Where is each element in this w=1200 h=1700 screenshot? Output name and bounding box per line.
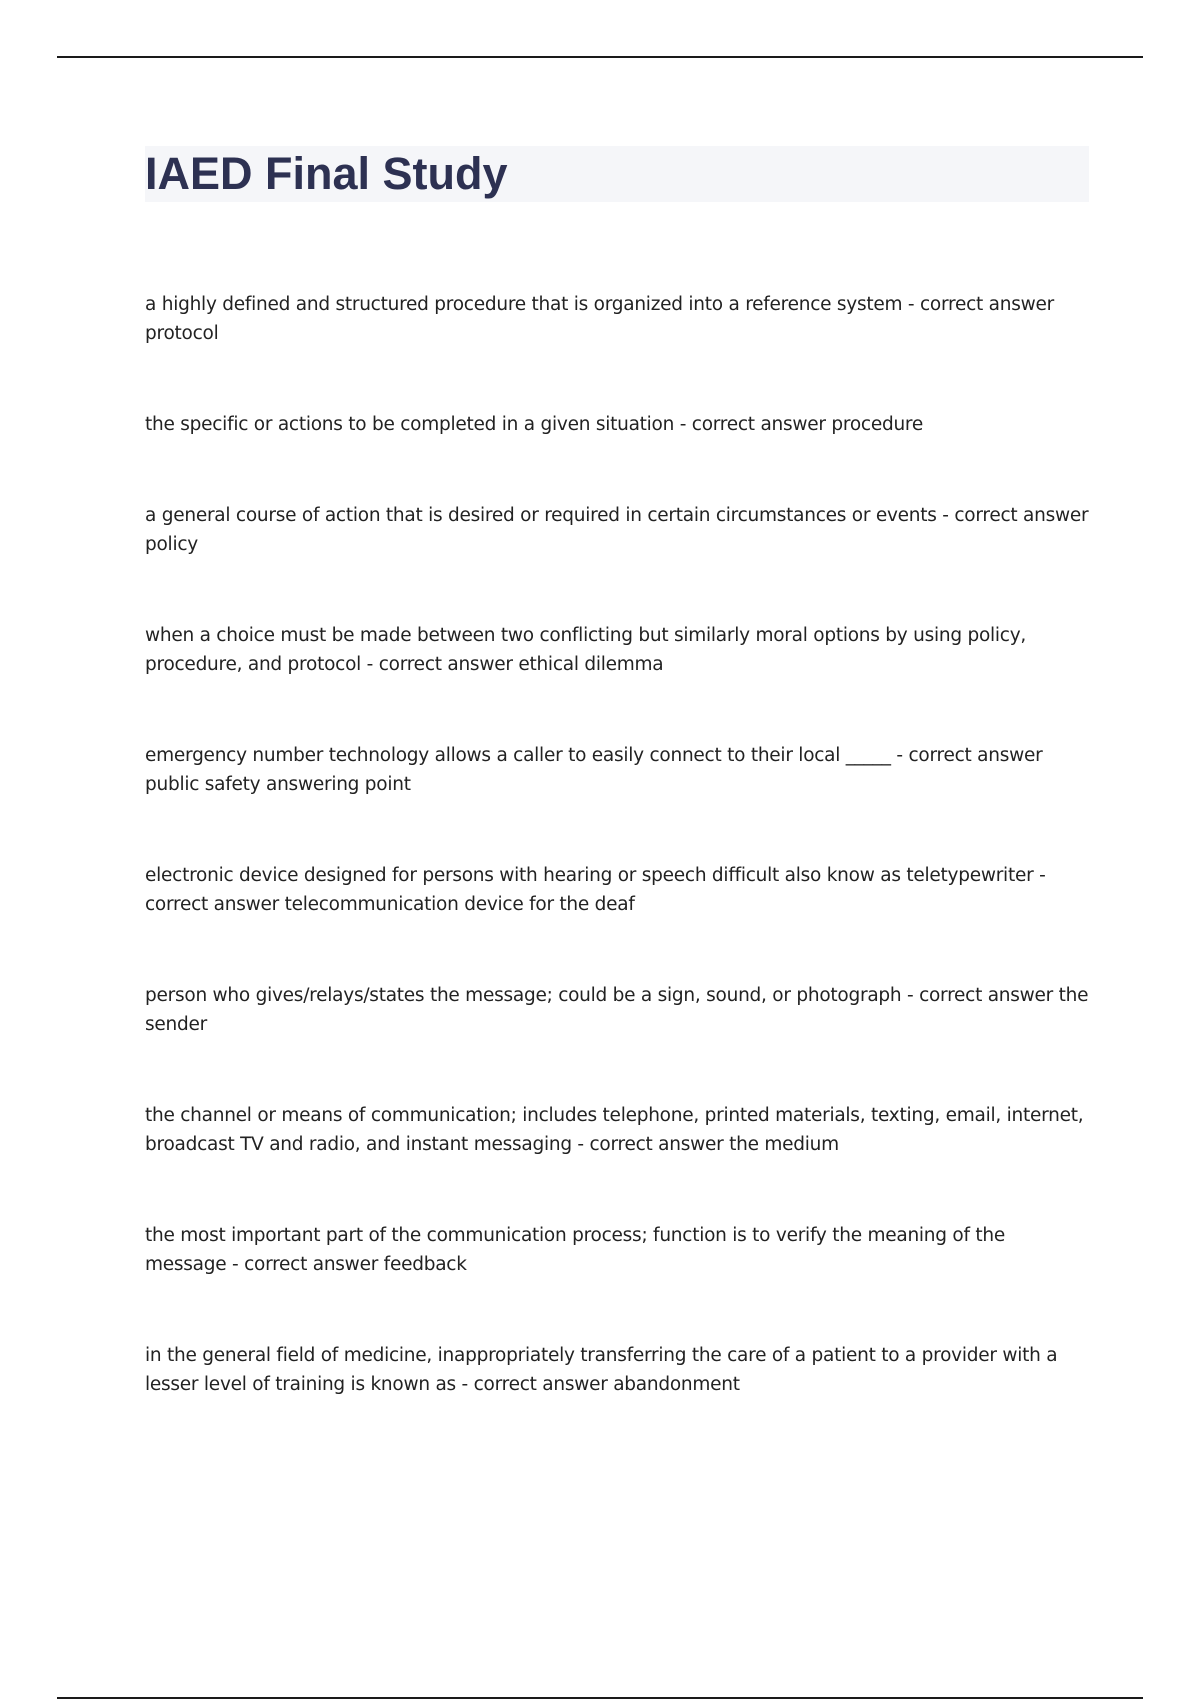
qa-entry: when a choice must be made between two conflicting but similarly moral options by using policy, procedure, and protocol - correct answer ethical dilemma — [145, 625, 1027, 675]
qa-entry: a general course of action that is desired or required in certain circumstances or events - correct answer policy — [145, 505, 1089, 555]
qa-entry: the most important part of the communication process; function is to verify the meaning of the message - correct answer feedback — [145, 1225, 1005, 1275]
qa-entry: a highly defined and structured procedure that is organized into a reference system - correct answer protocol — [145, 294, 1054, 344]
qa-entry: in the general field of medicine, inappropriately transferring the care of a patient to a provider with a lesser level of training is known as - correct answer abandonment — [145, 1345, 1058, 1395]
qa-list — [145, 290, 1090, 1399]
top-rule — [57, 56, 1143, 58]
qa-entry: emergency number technology allows a caller to easily connect to their local _____ - correct answer public safety answering point — [145, 745, 1043, 795]
qa-entry: electronic device designed for persons with hearing or speech difficult also know as teletypewriter - correct answer telecommunication device for the deaf — [145, 865, 1046, 915]
qa-entry: the channel or means of communication; includes telephone, printed materials, texting, email, internet, broadcast TV and radio, and instant messaging - correct answer the medium — [145, 1105, 1084, 1155]
qa-entry: the specific or actions to be completed in a given situation - correct answer procedure — [145, 414, 924, 435]
page-title: IAED Final Study — [145, 148, 508, 199]
qa-entry: person who gives/relays/states the message; could be a sign, sound, or photograph - correct answer the sender — [145, 985, 1089, 1035]
bottom-rule — [57, 1697, 1143, 1699]
